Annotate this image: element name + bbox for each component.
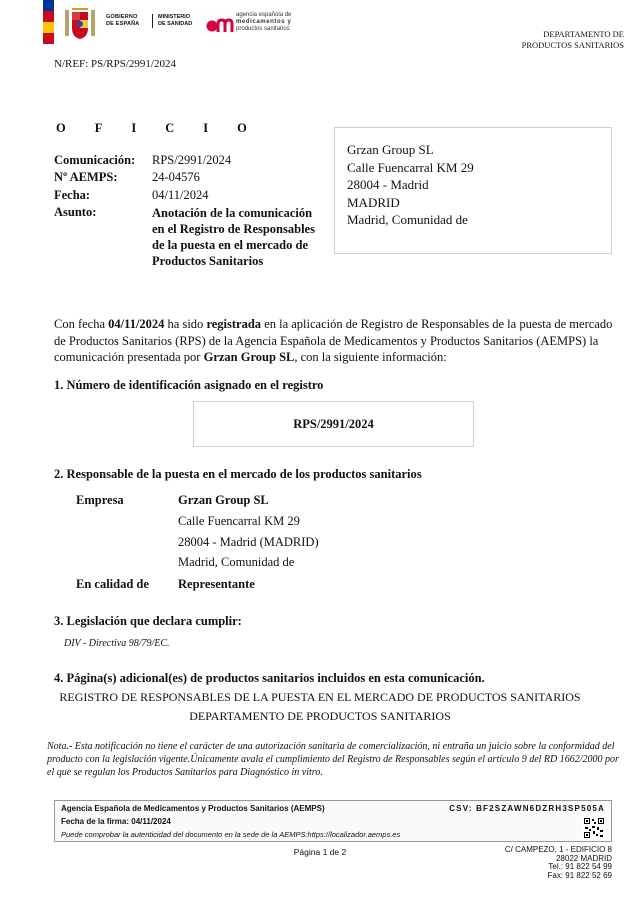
legislation-value: DIV - Directiva 98/79/EC.	[64, 638, 170, 649]
registry-id-box: RPS/2991/2024	[193, 401, 474, 447]
aemps-logo-icon	[206, 14, 234, 34]
recipient-line: Madrid, Comunidad de	[347, 212, 468, 227]
oficio-title: OFICIO	[56, 121, 276, 135]
reference-number: N/REF: PS/RPS/2991/2024	[54, 58, 176, 70]
section-4-title: 4. Página(s) adicional(es) de productos sanitarios incluidos en esta comunicación.	[54, 671, 485, 685]
intro-paragraph: Con fecha 04/11/2024 ha sido registrada en la aplicación de Registro de Responsables de la puesta de mercado de Productos Sanitarios (RPS) de la Agencia Española de Medicamentos y Productos Sanitarios (AEMPS) la comunicación presentada por Grzan Group SL, con la siguiente información:	[54, 317, 613, 364]
coat-of-arms-icon	[63, 4, 97, 42]
recipient-line: Grzan Group SL	[347, 142, 434, 157]
calidad-label: En calidad de	[76, 577, 149, 591]
meta-value-asunto: Anotación de la comunicación en el Registro de Responsables de la puesta en el mercado de Productos Sanitarios	[152, 206, 315, 268]
empresa-line: Calle Fuencarral KM 29	[178, 514, 300, 528]
gobierno-label: GOBIERNO DE ESPAÑA	[106, 14, 140, 27]
page-number: Página 1 de 2	[293, 847, 347, 857]
recipient-line: MADRID	[347, 194, 400, 210]
meta-label-comunicacion: Comunicación:	[54, 153, 136, 167]
department-line: DEPARTAMENTO DE PRODUCTOS SANITARIOS	[189, 709, 451, 723]
meta-label-asunto: Asunto:	[54, 205, 97, 219]
empresa-line: Madrid, Comunidad de	[178, 555, 295, 569]
qr-code-icon	[583, 817, 605, 839]
meta-label-fecha: Fecha:	[54, 188, 91, 202]
signature-box	[54, 800, 612, 842]
meta-value-aemps: 24-04576	[152, 170, 200, 184]
section-2-title: 2. Responsable de la puesta en el mercado de los productos sanitarios	[54, 467, 422, 481]
calidad-value: Representante	[178, 577, 255, 591]
department-header: DEPARTAMENTO DE PRODUCTOS SANITARIOS	[521, 29, 624, 50]
ministerio-label: MINISTERIO DE SANIDAD	[152, 14, 192, 28]
recipient-line: 28004 - Madrid	[347, 177, 429, 192]
aemps-label: agencia española de medicamentos y productos sanitarios	[236, 12, 292, 32]
recipient-line: Calle Fuencarral KM 29	[347, 159, 474, 175]
recipient-address-box	[334, 127, 612, 254]
meta-value-fecha: 04/11/2024	[152, 188, 209, 202]
section-1-title: 1. Número de identificación asignado en el registro	[54, 378, 324, 392]
eu-spain-flag	[43, 0, 54, 44]
verify-link[interactable]: Puede comprobar la autenticidad del documento en la sede de la AEMPS:https://localizador.aemps.es	[61, 830, 401, 839]
meta-label-aemps: Nº AEMPS:	[54, 170, 118, 184]
signature-date: Fecha de la firma: 04/11/2024	[61, 817, 171, 826]
legal-note: Nota.- Esta notificación no tiene el carácter de una autorización sanitaria de comercialización, ni entraña un juicio sobre la conformidad del producto con la legislación vigente.Únicamente avala el cumplimiento del Registro de Responsables según el artículo 9 del RD 1662/2000 por el que se regulan los Productos Sanitarios para Diagnóstico in vitro.	[47, 741, 619, 778]
agency-address: C/ CAMPEZO, 1 - EDIFICIO 8 28022 MADRID Tel.: 91 822 54 99 Fax: 91 822 52 69	[504, 845, 612, 880]
empresa-name: Grzan Group SL	[178, 493, 269, 507]
registry-line: REGISTRO DE RESPONSABLES DE LA PUESTA EN EL MERCADO DE PRODUCTOS SANITARIOS	[59, 690, 581, 704]
section-3-title: 3. Legislación que declara cumplir:	[54, 614, 242, 628]
meta-value-comunicacion: RPS/2991/2024	[152, 153, 232, 167]
csv-code: CSV: BF2SZAWN6DZRH3SP505A	[449, 804, 605, 813]
agency-name: Agencia Española de Medicamentos y Productos Sanitarios (AEMPS)	[61, 804, 325, 813]
empresa-label: Empresa	[76, 493, 124, 507]
empresa-line: 28004 - Madrid (MADRID)	[178, 535, 319, 549]
